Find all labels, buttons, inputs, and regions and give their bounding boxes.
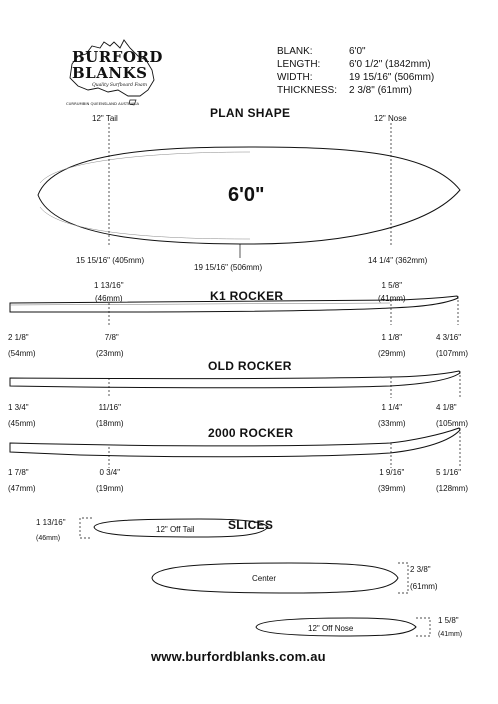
slice-center-bracket bbox=[398, 563, 408, 593]
r2000-nose12-mm: (39mm) bbox=[378, 484, 406, 493]
plan-tail-marker: 12" Tail bbox=[92, 114, 118, 123]
k1-nose-end-mm: (107mm) bbox=[436, 349, 469, 358]
spec-label: THICKNESS: bbox=[277, 85, 338, 96]
r2000-tail-end-in: 1 7/8" bbox=[8, 468, 29, 477]
old-tail-end-in: 1 3/4" bbox=[8, 403, 29, 412]
old-nose12-in: 1 1/4" bbox=[381, 403, 403, 412]
spec-label: LENGTH: bbox=[277, 59, 321, 70]
k1-top-nose bbox=[378, 281, 406, 304]
slice-tail-label: 12" Off Tail bbox=[156, 525, 195, 534]
plan-shape-inner-line bbox=[40, 152, 250, 239]
r2000-nose-end-in: 5 1/16" bbox=[436, 468, 462, 477]
spec-label: BLANK: bbox=[277, 46, 313, 57]
k1-rocker-heading: K1 ROCKER bbox=[210, 289, 284, 303]
slices-heading: SLICES bbox=[228, 518, 274, 532]
old-tail-end bbox=[8, 403, 36, 429]
r2000-tail12-in: 0 3/4" bbox=[99, 468, 121, 477]
old-tail12 bbox=[96, 403, 124, 429]
old-rocker-heading: OLD ROCKER bbox=[208, 359, 292, 373]
k1-rocker-inner bbox=[10, 303, 390, 305]
k1-tail-end bbox=[8, 333, 36, 359]
slice-nose-label: 12" Off Nose bbox=[308, 624, 354, 633]
old-nose-end-mm: (105mm) bbox=[436, 419, 469, 428]
old-nose12-mm: (33mm) bbox=[378, 419, 406, 428]
k1-tail12-mm: (23mm) bbox=[96, 349, 124, 358]
old-nose-end bbox=[436, 403, 468, 429]
logo-title-line1: BURFORD bbox=[72, 48, 163, 66]
plan-center-width: 19 15/16" (506mm) bbox=[194, 263, 263, 272]
plan-center-label: 6'0" bbox=[228, 184, 265, 206]
spec-value: 19 15/16" (506mm) bbox=[349, 72, 435, 83]
k1-tail-end-mm: (54mm) bbox=[8, 349, 36, 358]
spec-label: WIDTH: bbox=[277, 72, 313, 83]
old-tail-end-mm: (45mm) bbox=[8, 419, 36, 428]
plan-shape-heading: PLAN SHAPE bbox=[210, 106, 291, 120]
k1-top-nose-mm: (41mm) bbox=[378, 294, 406, 303]
k1-tail12 bbox=[96, 333, 124, 359]
slice-center-label: Center bbox=[252, 574, 277, 583]
k1-top-tail-in: 1 13/16" bbox=[94, 281, 124, 290]
logo-location: CURRUMBIN QUEENSLAND AUSTRALIA bbox=[66, 101, 140, 106]
slice-center-in: 2 3/8" bbox=[410, 565, 431, 574]
logo-tagline: Quality Surfboard Foam bbox=[92, 83, 147, 88]
spec-value: 6'0" bbox=[349, 46, 366, 57]
slice-tail-mm: (46mm) bbox=[36, 535, 61, 542]
r2000-nose-end bbox=[436, 468, 468, 494]
slice-nose-mm: (41mm) bbox=[438, 631, 463, 638]
r2000-tail12-mm: (19mm) bbox=[96, 484, 124, 493]
r2000-nose-end-mm: (128mm) bbox=[436, 484, 469, 493]
k1-top-tail-mm: (46mm) bbox=[94, 294, 123, 303]
k1-nose12-in: 1 1/8" bbox=[381, 333, 403, 342]
slice-center-mm: (61mm) bbox=[410, 582, 438, 591]
logo-title-line2: BLANKS bbox=[72, 64, 148, 82]
k1-top-nose-in: 1 5/8" bbox=[381, 281, 403, 290]
r2000-nose12-in: 1 9/16" bbox=[379, 468, 405, 477]
r2000-tail-end bbox=[8, 468, 36, 494]
old-nose12 bbox=[378, 403, 406, 429]
old-rocker-outline bbox=[10, 371, 460, 388]
k1-nose-end-in: 4 3/16" bbox=[436, 333, 462, 342]
slice-tail-in: 1 13/16" bbox=[36, 518, 66, 527]
k1-tail12-in: 7/8" bbox=[104, 333, 119, 342]
old-tail12-in: 11/16" bbox=[98, 403, 121, 412]
k1-nose-end bbox=[436, 333, 468, 359]
footer-website-link[interactable]: www.burfordblanks.com.au bbox=[151, 649, 326, 664]
r2000-rocker-heading: 2000 ROCKER bbox=[208, 426, 294, 440]
r2000-tail12 bbox=[96, 468, 124, 494]
k1-nose12-mm: (29mm) bbox=[378, 349, 406, 358]
plan-nose-marker: 12" Nose bbox=[374, 114, 407, 123]
plan-tail-width: 15 15/16" (405mm) bbox=[76, 256, 145, 265]
r2000-tail-end-mm: (47mm) bbox=[8, 484, 36, 493]
spec-value: 6'0 1/2" (1842mm) bbox=[349, 59, 431, 70]
slice-tail-bracket bbox=[80, 518, 92, 538]
k1-nose12 bbox=[378, 333, 406, 359]
k1-top-tail bbox=[94, 281, 124, 304]
plan-nose-width: 14 1/4" (362mm) bbox=[368, 256, 428, 265]
k1-tail-end-in: 2 1/8" bbox=[8, 333, 29, 342]
old-nose-end-in: 4 1/8" bbox=[436, 403, 457, 412]
r2000-nose12 bbox=[378, 468, 406, 494]
old-tail12-mm: (18mm) bbox=[96, 419, 124, 428]
slice-nose-in: 1 5/8" bbox=[438, 616, 459, 625]
slice-nose-bracket bbox=[416, 618, 430, 636]
spec-value: 2 3/8" (61mm) bbox=[349, 85, 413, 96]
